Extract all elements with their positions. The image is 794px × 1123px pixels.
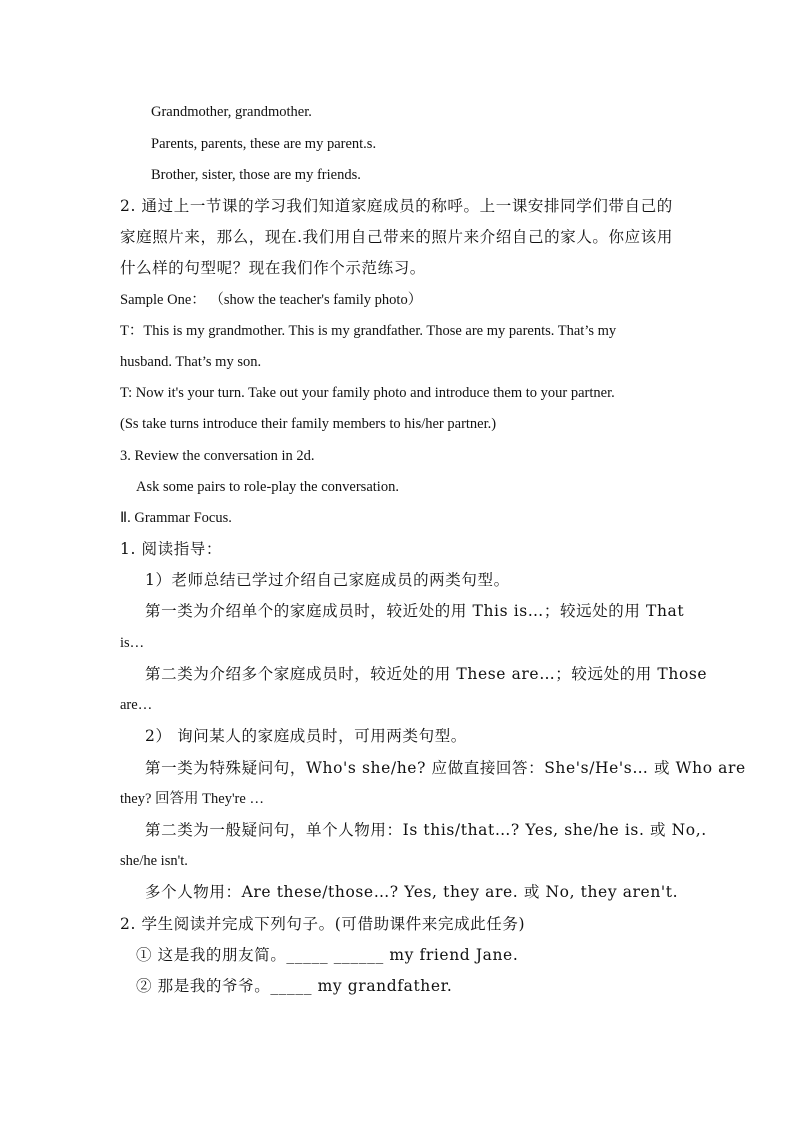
yes-no-question-line-1: 第二类为一般疑问句，单个人物用：Is this/that…? Yes, she/he is. 或 No,. [145, 821, 707, 839]
students-activity-line: (Ss take turns introduce their family members to his/her partner.) [120, 416, 497, 432]
role-play-line: Ask some pairs to role-play the conversation. [136, 479, 399, 495]
plural-pattern-line-2: are… [120, 697, 153, 713]
step-2-intro-line-1: 2. 通过上一节课的学习我们知道家庭成员的称呼。上一课安排同学们带自己的 [120, 197, 673, 215]
chant-line-grandmother: Grandmother, grandmother. [151, 104, 312, 120]
exercise-heading: 2. 学生阅读并完成下列句子。(可借助课件来完成此任务) [120, 915, 526, 933]
plural-pattern-line-1: 第二类为介绍多个家庭成员时，较近处的用 These are…；较远处的用 Those [145, 665, 708, 683]
exercise-item-1: ① 这是我的朋友简。_____ ______ my friend Jane. [136, 946, 519, 964]
chant-line-brother-sister: Brother, sister, those are my friends. [151, 167, 361, 183]
singular-pattern-line-2: is… [120, 635, 145, 651]
step-2-intro-line-3: 什么样的句型呢？现在我们作个示范练习。 [120, 259, 426, 277]
sample-one-heading: Sample One： （show the teacher's family photo） [120, 292, 423, 308]
wh-question-line-2: they? 回答用 They're … [120, 791, 264, 807]
guide-point-2: 2） 询问某人的家庭成员时，可用两类句型。 [145, 727, 467, 745]
teacher-sample-line-2: husband. That’s my son. [120, 354, 262, 370]
teacher-sample-line-1: T：This is my grandmother. This is my grandfather. Those are my parents. That’s my [120, 323, 617, 339]
yes-no-question-line-2: she/he isn't. [120, 853, 188, 869]
guide-point-1: 1）老师总结已学过介绍自己家庭成员的两类句型。 [145, 571, 510, 589]
exercise-item-2: ② 那是我的爷爷。_____ my grandfather. [136, 977, 453, 995]
chant-line-parents: Parents, parents, these are my parent.s. [151, 136, 377, 152]
singular-pattern-line-1: 第一类为介绍单个的家庭成员时，较近处的用 This is…；较远处的用 That [145, 602, 685, 620]
plural-yes-no-line: 多个人物用：Are these/those…? Yes, they are. 或 No, they aren't. [145, 883, 679, 901]
step-3-review-line: 3. Review the conversation in 2d. [120, 448, 315, 464]
reading-guide-heading: 1. 阅读指导： [120, 540, 223, 558]
grammar-focus-heading: Ⅱ. Grammar Focus. [120, 510, 232, 526]
step-2-intro-line-2: 家庭照片来，那么，现在.我们用自己带来的照片来介绍自己的家人。你应该用 [120, 228, 673, 246]
teacher-instruction-line: T: Now it's your turn. Take out your family photo and introduce them to your partner. [120, 385, 615, 401]
wh-question-line-1: 第一类为特殊疑问句，Who's she/he? 应做直接回答：She's/He's… 或 Who are [145, 759, 746, 777]
